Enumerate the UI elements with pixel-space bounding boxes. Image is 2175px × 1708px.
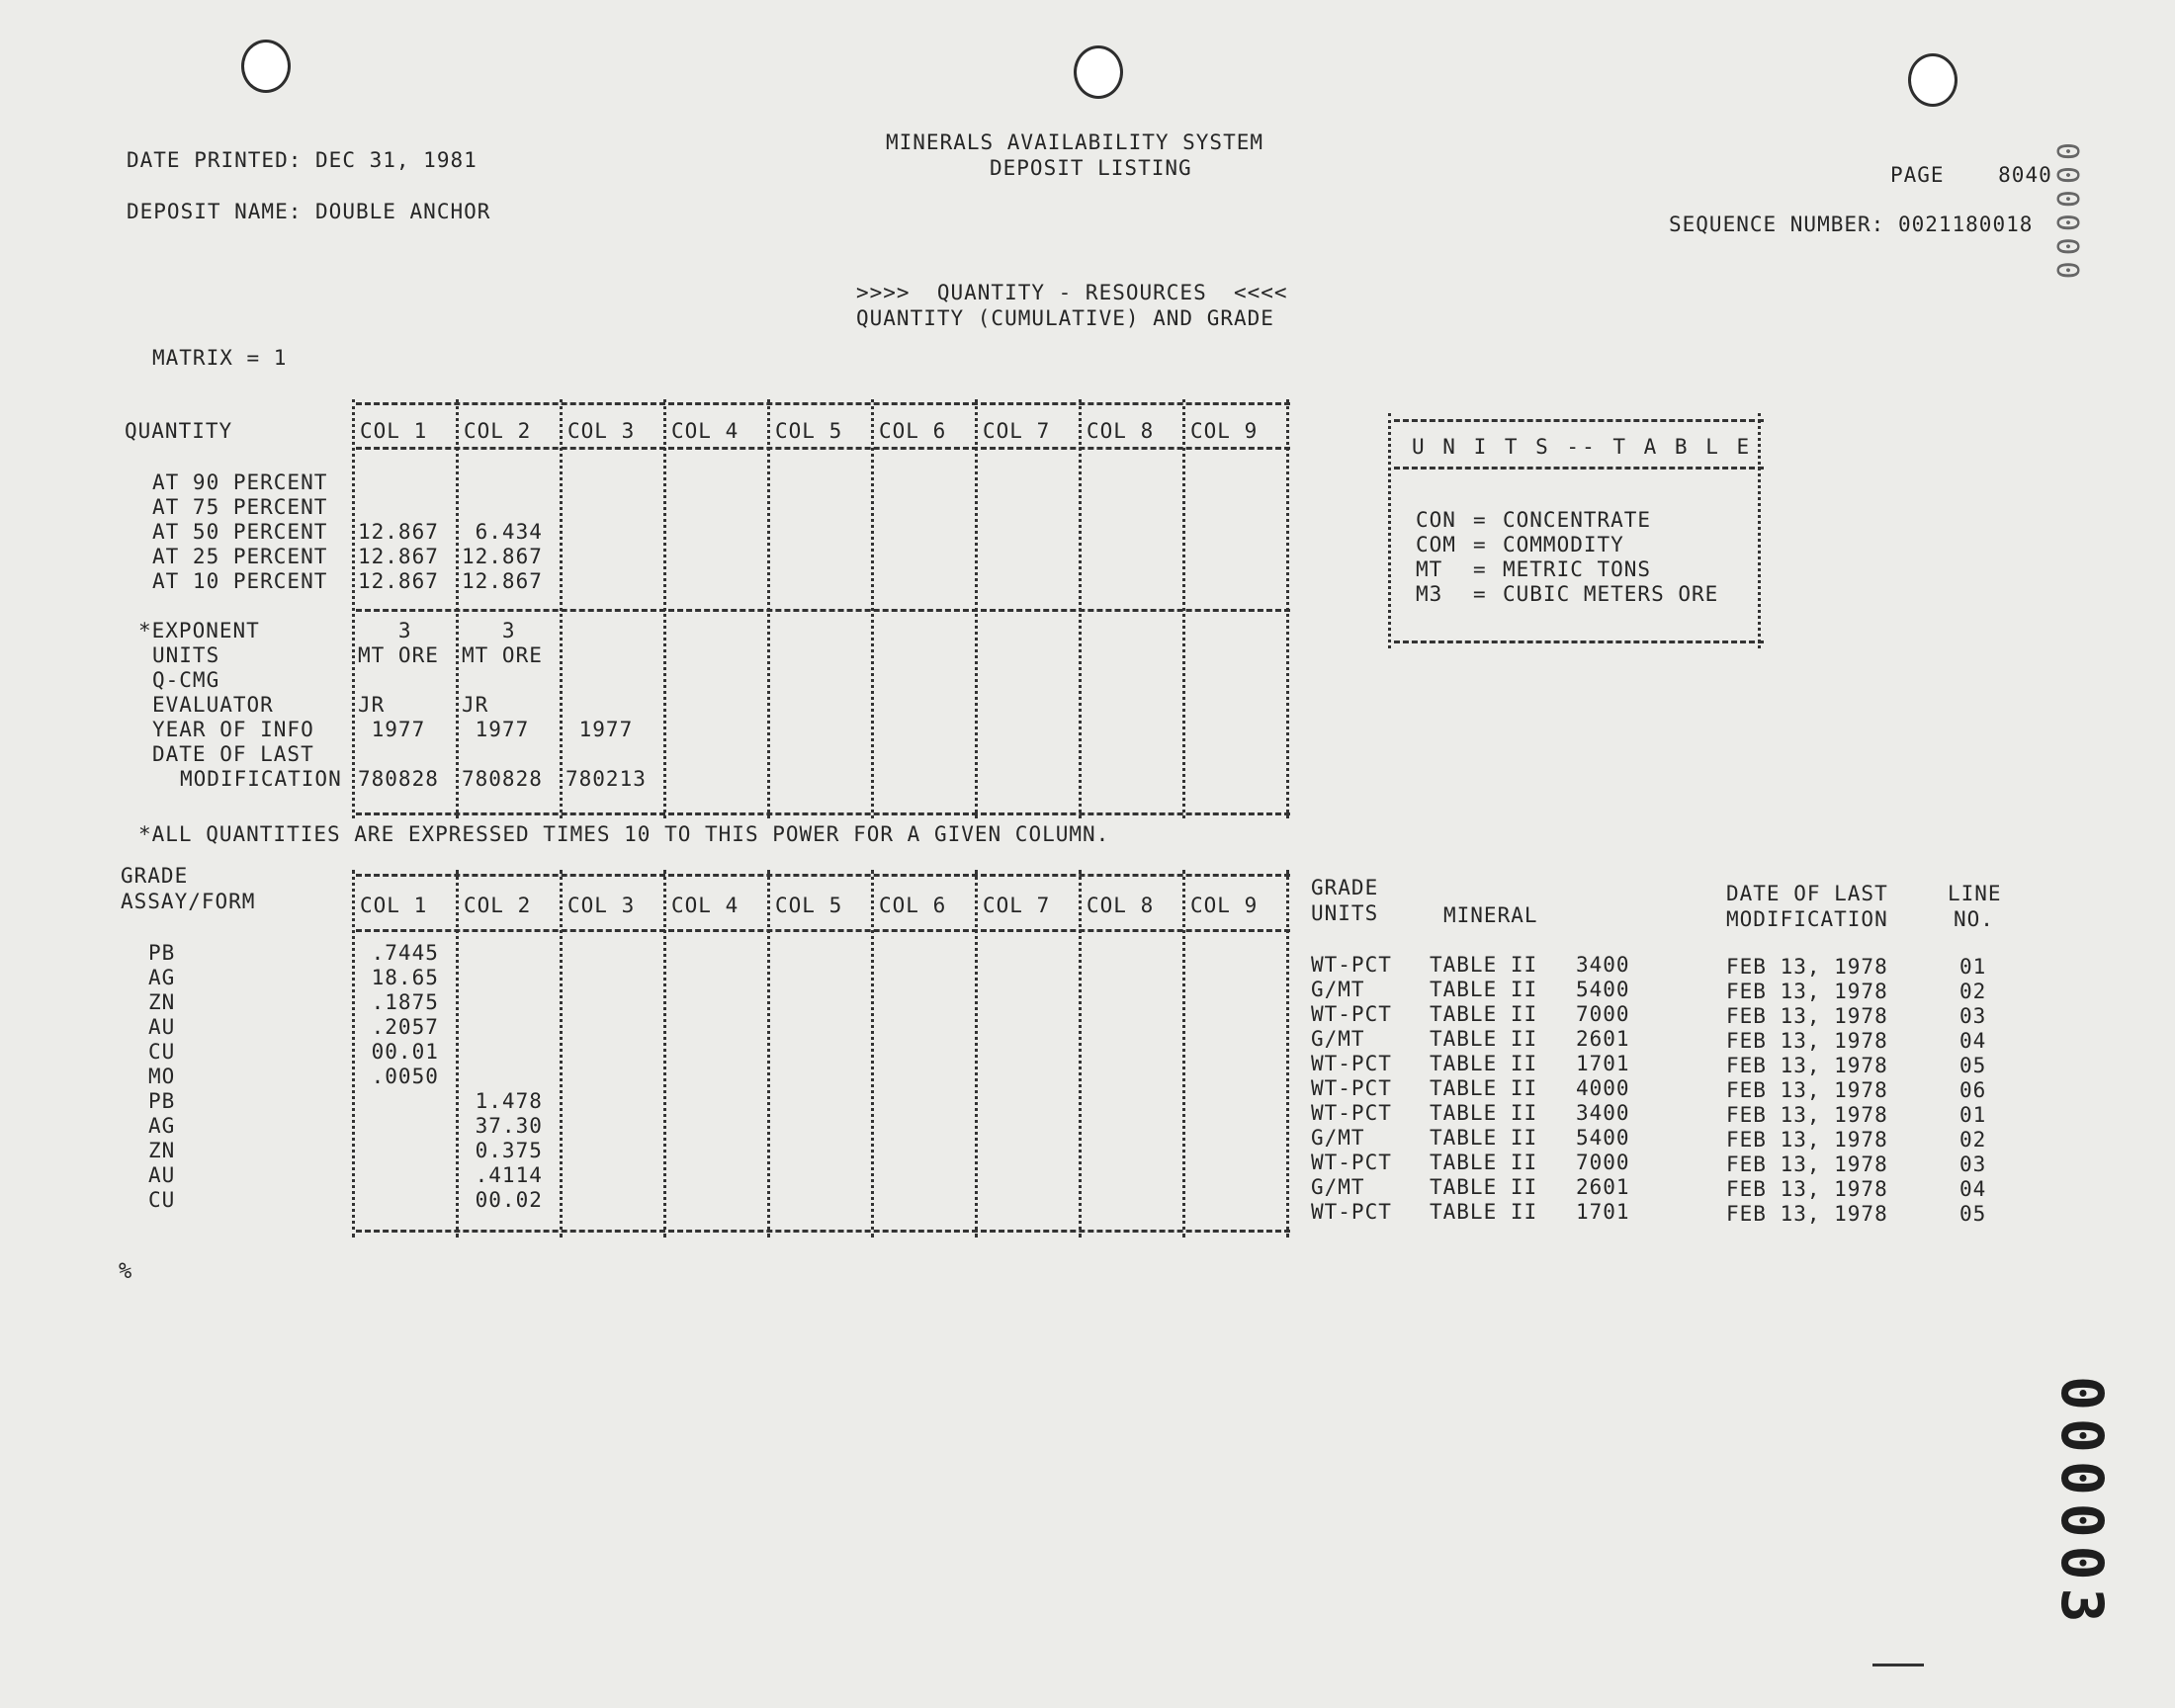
- assay-form: CU: [148, 1188, 176, 1212]
- unit-equals: =: [1473, 582, 1486, 606]
- line-number: 01: [1959, 1103, 1987, 1127]
- footer-mark: [1872, 1664, 1924, 1666]
- binder-hole-left: [241, 40, 291, 93]
- quantity-cell: 12.867: [462, 569, 543, 593]
- column-separator: [1286, 870, 1289, 1238]
- grade-units: WT-PCT: [1311, 1101, 1392, 1125]
- meta-label: EVALUATOR: [152, 693, 274, 717]
- line-number: 01: [1959, 955, 1987, 979]
- mineral-code: 7000: [1576, 1151, 1630, 1174]
- mineral-table: TABLE II: [1430, 1002, 1538, 1026]
- binder-hole-center: [1074, 45, 1123, 99]
- units-table-border: [1758, 413, 1761, 648]
- column-header: COL 9: [1190, 419, 1259, 443]
- quantity-cell: 6.434: [462, 520, 543, 544]
- grade-units: WT-PCT: [1311, 1002, 1392, 1026]
- table-rule: [356, 1230, 1290, 1233]
- modification-date: FEB 13, 1978: [1726, 1004, 1888, 1028]
- meta-cell: 1977: [566, 718, 634, 741]
- grade-units: WT-PCT: [1311, 1076, 1392, 1100]
- unit-code: COM: [1416, 533, 1456, 556]
- side-stamp-top: 000000: [2049, 142, 2084, 286]
- column-header: COL 2: [464, 894, 532, 917]
- grade-units: WT-PCT: [1311, 1052, 1392, 1075]
- unit-meaning: CONCENTRATE: [1503, 508, 1652, 532]
- line-no-header: LINE: [1948, 882, 2002, 905]
- assay-form: AU: [148, 1015, 176, 1039]
- grade-units-header: UNITS: [1311, 901, 1379, 925]
- grade-units: G/MT: [1311, 1027, 1365, 1051]
- grade-cell: .7445: [358, 941, 439, 965]
- row-label: AT 10 PERCENT: [152, 569, 328, 593]
- quantity-cell: 12.867: [358, 569, 439, 593]
- column-header: COL 5: [775, 419, 843, 443]
- grade-table: [119, 864, 2056, 1239]
- grade-units: G/MT: [1311, 978, 1365, 1001]
- grade-cell: .4114: [462, 1163, 543, 1187]
- column-separator: [663, 399, 666, 818]
- unit-equals: =: [1473, 533, 1486, 556]
- column-header: COL 3: [567, 419, 636, 443]
- column-header: COL 7: [983, 894, 1051, 917]
- modification-date: FEB 13, 1978: [1726, 1078, 1888, 1102]
- line-no-header: NO.: [1954, 907, 1994, 931]
- mineral-code: 1701: [1576, 1200, 1630, 1224]
- meta-cell: JR: [358, 693, 386, 717]
- table-rule: [356, 812, 1290, 815]
- unit-meaning: COMMODITY: [1503, 533, 1624, 556]
- units-table-rule: [1394, 640, 1764, 643]
- column-separator: [1286, 399, 1289, 818]
- report-title-line2: DEPOSIT LISTING: [990, 156, 1192, 180]
- line-number: 05: [1959, 1054, 1987, 1077]
- meta-cell: 780828: [358, 767, 439, 791]
- column-header: COL 2: [464, 419, 532, 443]
- modification-date: FEB 13, 1978: [1726, 1153, 1888, 1176]
- mineral-table: TABLE II: [1430, 1175, 1538, 1199]
- assay-form: AG: [148, 966, 176, 989]
- deposit-name-value: DOUBLE ANCHOR: [315, 200, 491, 223]
- side-stamp-bottom: 000003: [2048, 1376, 2116, 1631]
- mineral-table: TABLE II: [1430, 1052, 1538, 1075]
- column-separator: [767, 870, 770, 1238]
- quantity-cell: 12.867: [358, 520, 439, 544]
- column-header: COL 8: [1087, 419, 1155, 443]
- quantity-label: QUANTITY: [125, 419, 233, 443]
- grade-cell: 37.30: [462, 1114, 543, 1138]
- grade-cell: .1875: [358, 990, 439, 1014]
- unit-code: MT: [1416, 557, 1443, 581]
- column-separator: [560, 399, 563, 818]
- grade-cell: 1.478: [462, 1089, 543, 1113]
- column-header: COL 7: [983, 419, 1051, 443]
- column-separator: [1079, 870, 1082, 1238]
- mineral-table: TABLE II: [1430, 1126, 1538, 1150]
- percent-mark: %: [119, 1259, 132, 1284]
- meta-cell: 1977: [358, 718, 426, 741]
- assay-form: MO: [148, 1065, 176, 1088]
- mineral-table: TABLE II: [1430, 1200, 1538, 1224]
- column-separator: [1182, 399, 1185, 818]
- quantity-cell: 12.867: [358, 545, 439, 568]
- column-header: COL 8: [1087, 894, 1155, 917]
- meta-label: MODIFICATION: [180, 767, 342, 791]
- column-header: COL 1: [360, 419, 428, 443]
- column-separator: [560, 870, 563, 1238]
- column-separator: [352, 399, 355, 818]
- binder-hole-right: [1908, 53, 1958, 107]
- date-printed: [127, 148, 478, 172]
- column-separator: [975, 870, 978, 1238]
- matrix-label: MATRIX = 1: [152, 346, 288, 370]
- grade-label-line1: GRADE: [121, 864, 189, 888]
- mineral-code: 3400: [1576, 953, 1630, 977]
- table-rule: [356, 609, 1290, 612]
- column-separator: [1182, 870, 1185, 1238]
- line-number: 02: [1959, 980, 1987, 1003]
- mineral-table: TABLE II: [1430, 1076, 1538, 1100]
- column-separator: [1079, 399, 1082, 818]
- modification-date: FEB 13, 1978: [1726, 1103, 1888, 1127]
- mineral-table: TABLE II: [1430, 978, 1538, 1001]
- quantity-cell: 12.867: [462, 545, 543, 568]
- column-separator: [975, 399, 978, 818]
- modification-date: FEB 13, 1978: [1726, 980, 1888, 1003]
- date-printed-label: DATE PRINTED:: [127, 148, 303, 172]
- table-rule: [356, 929, 1290, 932]
- modification-date: FEB 13, 1978: [1726, 1128, 1888, 1152]
- modification-date: FEB 13, 1978: [1726, 1177, 1888, 1201]
- table-rule: [356, 447, 1290, 450]
- meta-cell: 3: [462, 619, 516, 642]
- page-label: PAGE: [1890, 163, 1945, 187]
- unit-code: M3: [1416, 582, 1443, 606]
- modification-date: FEB 13, 1978: [1726, 1202, 1888, 1226]
- column-header: COL 4: [671, 894, 740, 917]
- grade-cell: 00.02: [462, 1188, 543, 1212]
- date-header: MODIFICATION: [1726, 907, 1888, 931]
- column-separator: [456, 870, 459, 1238]
- mineral-table: TABLE II: [1430, 1151, 1538, 1174]
- line-number: 02: [1959, 1128, 1987, 1152]
- column-header: COL 4: [671, 419, 740, 443]
- assay-form: AG: [148, 1114, 176, 1138]
- deposit-name-label: DEPOSIT NAME:: [127, 200, 303, 223]
- column-header: COL 3: [567, 894, 636, 917]
- mineral-code: 5400: [1576, 1126, 1630, 1150]
- column-separator: [767, 399, 770, 818]
- unit-meaning: CUBIC METERS ORE: [1503, 582, 1719, 606]
- grade-units: G/MT: [1311, 1175, 1365, 1199]
- page-number: [1890, 163, 2052, 187]
- mineral-code: 2601: [1576, 1175, 1630, 1199]
- column-header: COL 5: [775, 894, 843, 917]
- line-number: 04: [1959, 1177, 1987, 1201]
- grade-cell: 0.375: [462, 1139, 543, 1162]
- grade-units: WT-PCT: [1311, 1151, 1392, 1174]
- grade-units: WT-PCT: [1311, 1200, 1392, 1224]
- assay-form: ZN: [148, 990, 176, 1014]
- meta-label: UNITS: [152, 643, 220, 667]
- exponent-footnote: *ALL QUANTITIES ARE EXPRESSED TIMES 10 TO THIS POWER FOR A GIVEN COLUMN.: [138, 822, 1110, 846]
- assay-form: PB: [148, 1089, 176, 1113]
- assay-form: AU: [148, 1163, 176, 1187]
- column-header: COL 6: [879, 894, 947, 917]
- row-label: AT 90 PERCENT: [152, 470, 328, 494]
- units-table-title: U N I T S -- T A B L E: [1412, 435, 1753, 459]
- assay-form: ZN: [148, 1139, 176, 1162]
- meta-cell: JR: [462, 693, 489, 717]
- units-table-rule: [1394, 419, 1764, 422]
- meta-cell: 3: [358, 619, 412, 642]
- assay-form: PB: [148, 941, 176, 965]
- mineral-code: 3400: [1576, 1101, 1630, 1125]
- unit-equals: =: [1473, 508, 1486, 532]
- meta-cell: 780828: [462, 767, 543, 791]
- mineral-code: 4000: [1576, 1076, 1630, 1100]
- sequence-number: [1669, 213, 2033, 236]
- column-header: COL 9: [1190, 894, 1259, 917]
- deposit-name: [127, 200, 490, 223]
- mineral-code: 5400: [1576, 978, 1630, 1001]
- section-title-line1: >>>> QUANTITY - RESOURCES <<<<: [856, 281, 1288, 304]
- grade-label-line2: ASSAY/FORM: [121, 890, 256, 913]
- column-header: COL 1: [360, 894, 428, 917]
- meta-label: YEAR OF INFO: [152, 718, 314, 741]
- page-value: 8040: [1998, 163, 2052, 187]
- mineral-code: 1701: [1576, 1052, 1630, 1075]
- mineral-header: MINERAL: [1443, 903, 1538, 927]
- date-header: DATE OF LAST: [1726, 882, 1888, 905]
- sequence-value: 0021180018: [1897, 213, 2034, 236]
- mineral-table: TABLE II: [1430, 953, 1538, 977]
- line-number: 03: [1959, 1153, 1987, 1176]
- report-title-line1: MINERALS AVAILABILITY SYSTEM: [886, 130, 1264, 154]
- grade-cell: .2057: [358, 1015, 439, 1039]
- section-title-line2: QUANTITY (CUMULATIVE) AND GRADE: [856, 306, 1274, 330]
- column-separator: [663, 870, 666, 1238]
- meta-cell: 780213: [566, 767, 647, 791]
- meta-label: DATE OF LAST: [152, 742, 314, 766]
- sequence-label: SEQUENCE NUMBER:: [1669, 213, 1885, 236]
- column-header: COL 6: [879, 419, 947, 443]
- column-separator: [871, 399, 874, 818]
- grade-cell: .0050: [358, 1065, 439, 1088]
- date-printed-value: DEC 31, 1981: [315, 148, 478, 172]
- row-label: AT 50 PERCENT: [152, 520, 328, 544]
- line-number: 05: [1959, 1202, 1987, 1226]
- quantity-table: [119, 399, 1305, 846]
- assay-form: CU: [148, 1040, 176, 1064]
- modification-date: FEB 13, 1978: [1726, 955, 1888, 979]
- column-separator: [456, 399, 459, 818]
- unit-code: CON: [1416, 508, 1456, 532]
- units-table-border: [1388, 413, 1391, 648]
- units-table-rule: [1394, 467, 1764, 470]
- mineral-table: TABLE II: [1430, 1027, 1538, 1051]
- meta-cell: MT ORE: [462, 643, 543, 667]
- meta-cell: 1977: [462, 718, 530, 741]
- grade-units: G/MT: [1311, 1126, 1365, 1150]
- line-number: 06: [1959, 1078, 1987, 1102]
- mineral-code: 2601: [1576, 1027, 1630, 1051]
- table-rule: [356, 874, 1290, 877]
- grade-cell: 18.65: [358, 966, 439, 989]
- table-rule: [356, 402, 1290, 405]
- grade-units-header: GRADE: [1311, 876, 1379, 899]
- line-number: 04: [1959, 1029, 1987, 1053]
- modification-date: FEB 13, 1978: [1726, 1029, 1888, 1053]
- modification-date: FEB 13, 1978: [1726, 1054, 1888, 1077]
- line-number: 03: [1959, 1004, 1987, 1028]
- grade-units: WT-PCT: [1311, 953, 1392, 977]
- row-label: AT 75 PERCENT: [152, 495, 328, 519]
- unit-equals: =: [1473, 557, 1486, 581]
- meta-cell: MT ORE: [358, 643, 439, 667]
- mineral-table: TABLE II: [1430, 1101, 1538, 1125]
- units-table: [1388, 407, 1770, 654]
- grade-cell: 00.01: [358, 1040, 439, 1064]
- meta-label: *EXPONENT: [138, 619, 260, 642]
- mineral-code: 7000: [1576, 1002, 1630, 1026]
- row-label: AT 25 PERCENT: [152, 545, 328, 568]
- column-separator: [352, 870, 355, 1238]
- meta-label: Q-CMG: [152, 668, 220, 692]
- unit-meaning: METRIC TONS: [1503, 557, 1652, 581]
- column-separator: [871, 870, 874, 1238]
